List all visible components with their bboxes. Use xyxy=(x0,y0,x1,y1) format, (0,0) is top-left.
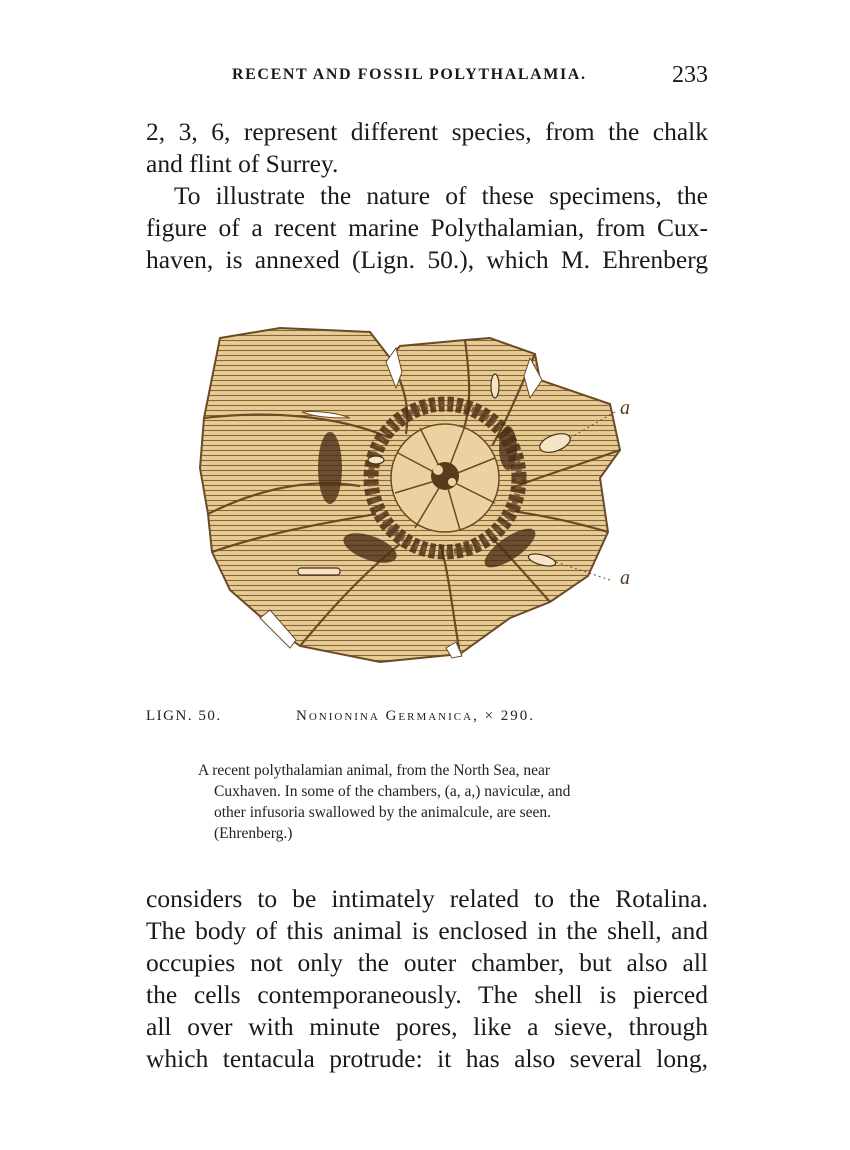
text-line: all over with minute pores, like a sieve, through xyxy=(146,1012,708,1041)
paragraph-1 xyxy=(146,116,708,180)
text-line: which tentacula protrude: it has also several long, xyxy=(146,1044,708,1073)
running-head: RECENT AND FOSSIL POLYTHALAMIA. xyxy=(232,66,587,83)
page-number: 233 xyxy=(672,62,708,88)
nonionina-engraving xyxy=(190,318,670,678)
figure-title: Nonionina Germanica, × 290. xyxy=(296,708,536,724)
text-line: The body of this animal is enclosed in the shell, and xyxy=(146,916,708,945)
paragraph-2 xyxy=(146,180,708,276)
caption-line: (Ehrenberg.) xyxy=(214,825,293,842)
caption-line: other infusoria swallowed by the animalcule, are seen. xyxy=(214,804,552,821)
text-line: 2, 3, 6, represent different species, from the chalk xyxy=(146,117,708,146)
figure-id: LIGN. 50. xyxy=(146,708,222,724)
text-line: figure of a recent marine Polythalamian, from Cux- xyxy=(146,213,708,242)
figure-description xyxy=(198,760,658,844)
text-line: and flint of Surrey. xyxy=(146,149,339,178)
text-line: considers to be intimately related to the Rotalina. xyxy=(146,884,708,913)
paragraph-3 xyxy=(146,883,708,1075)
text-line: To illustrate the nature of these specimens, the xyxy=(174,181,708,210)
central-cluster xyxy=(431,462,459,490)
text-line: occupies not only the outer chamber, but also all xyxy=(146,948,708,977)
text-line: the cells contemporaneously. The shell is pierced xyxy=(146,980,708,1009)
label-a-lower: a xyxy=(620,567,630,589)
label-a-upper: a xyxy=(620,397,630,419)
caption-line: A recent polythalamian animal, from the North Sea, near xyxy=(198,762,551,779)
caption-line: Cuxhaven. In some of the chambers, (a, a,) naviculæ, and xyxy=(214,783,571,800)
text-line: haven, is annexed (Lign. 50.), which M. Ehrenberg xyxy=(146,245,708,274)
